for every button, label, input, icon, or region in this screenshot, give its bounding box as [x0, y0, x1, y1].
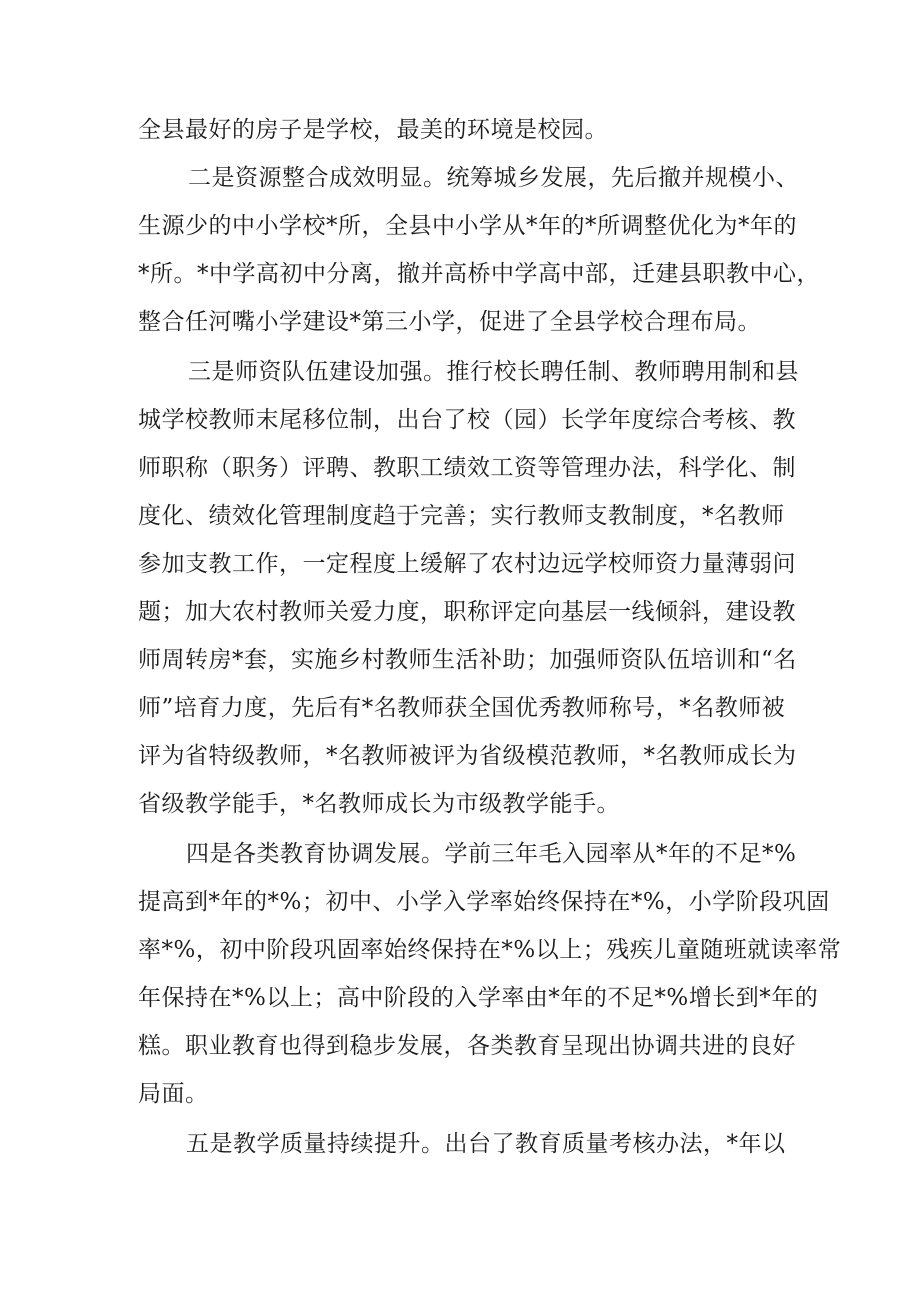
paragraph-2-first-line: 二是资源整合成效明显。统筹城乡发展，先后撤并规模小、 — [188, 165, 799, 191]
text-line: *所。*中学高初中分离，撤并高桥中学高中部，迁建县职教中心， — [138, 261, 820, 287]
text-line: 师职称（职务）评聘、教职工绩效工资等管理办法，科学化、制 — [138, 455, 796, 481]
paragraph-3-first-line: 三是师资队伍建设加强。推行校长聘任制、教师聘用制和县 — [188, 359, 799, 385]
paragraph-5-first-line: 五是教学质量持续提升。出台了教育质量考核办法，*年以 — [186, 1131, 786, 1157]
text-line: 师”培育力度，先后有*名教师获全国优秀教师称号，*名教师被 — [138, 695, 786, 721]
text-line: 评为省特级教师，*名教师被评为省级模范教师，*名教师成长为 — [138, 743, 797, 769]
text-line: 糕。职业教育也得到稳步发展，各类教育呈现出协调共进的良好 — [138, 1033, 796, 1059]
text-line: 师周转房*套，实施乡村教师生活补助；加强师资队伍培训和“名 — [138, 647, 797, 673]
text-line: 年保持在*%以上；高中阶段的入学率由*年的不足*%增长到*年的 — [138, 985, 819, 1011]
text-line: 城学校教师末尾移位制，出台了校（园）长学年度综合考核、教 — [138, 407, 796, 433]
text-line: 率*%，初中阶段巩固率始终保持在*%以上；残疾儿童随班就读率常 — [138, 937, 842, 963]
text-line: 度化、绩效化管理制度趋于完善；实行教师支教制度，*名教师 — [138, 503, 785, 529]
text-line: 局面。 — [138, 1081, 209, 1107]
text-line: 省级教学能手，*名教师成长为市级教学能手。 — [138, 791, 620, 817]
text-line: 全县最好的房子是学校，最美的环境是校园。 — [138, 117, 608, 143]
text-line: 参加支教工作，一定程度上缓解了农村边远学校师资力量薄弱问 — [138, 551, 796, 577]
text-line: 整合任河嘴小学建设*第三小学，促进了全县学校合理布局。 — [138, 309, 761, 335]
paragraph-4-first-line: 四是各类教育协调发展。学前三年毛入园率从*年的不足*% — [186, 841, 797, 867]
text-line: 提高到*年的*%；初中、小学入学率始终保持在*%，小学阶段巩固 — [138, 889, 830, 915]
text-line: 生源少的中小学校*所，全县中小学从*年的*所调整优化为*年的 — [138, 213, 797, 239]
text-line: 题；加大农村教师关爱力度，职称评定向基层一线倾斜，建设教 — [138, 599, 796, 625]
